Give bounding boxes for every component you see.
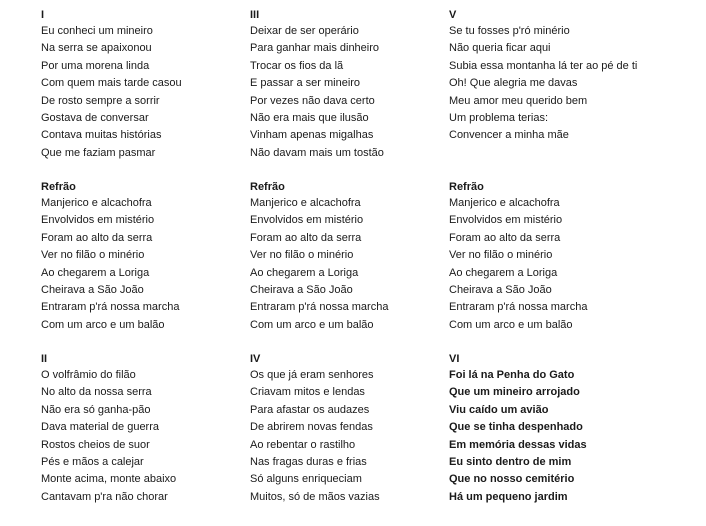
verse-line: Foi lá na Penha do Gato <box>449 369 575 381</box>
column-2 <box>250 7 465 523</box>
verse-block <box>250 351 465 523</box>
refrain-line: Com um arco e um balão <box>449 318 573 331</box>
verse-line: Na serra se apaixonou <box>41 42 152 55</box>
verse-line: Para afastar os audazes <box>250 403 370 416</box>
verse-heading: V <box>449 9 457 21</box>
refrain-line: Ao chegarem a Loriga <box>449 266 558 279</box>
refrain-line: Ao chegarem a Loriga <box>250 266 359 279</box>
refrain-line: Envolvidos em mistério <box>41 214 155 227</box>
column-3 <box>449 7 689 523</box>
refrain-line: Ver no filão o minério <box>41 249 145 262</box>
refrain-line: Foram ao alto da serra <box>41 231 153 244</box>
verse-block <box>41 7 256 179</box>
refrain-line: Manjerico e alcachofra <box>449 197 560 209</box>
refrain-line: Manjerico e alcachofra <box>41 197 152 209</box>
verse-line: Deixar de ser operário <box>250 25 359 37</box>
verse-line: Gostava de conversar <box>41 111 149 124</box>
verse-line: Pés e mãos a calejar <box>41 455 144 468</box>
verse-line: Contava muitas histórias <box>41 129 162 142</box>
refrain-line: Foram ao alto da serra <box>250 231 362 244</box>
verse-heading: II <box>41 353 48 365</box>
verse-line: Em memória dessas vidas <box>449 438 587 451</box>
verse-line: Que um mineiro arrojado <box>449 386 580 399</box>
refrain-heading: Refrão <box>250 181 285 193</box>
verse-block <box>41 351 256 523</box>
verse-line: Só alguns enriqueciam <box>250 473 362 486</box>
verse-line: Que se tinha despenhado <box>449 421 583 434</box>
refrain-line: Envolvidos em mistério <box>250 214 364 227</box>
refrain-line: Entraram p'rá nossa marcha <box>250 301 389 314</box>
refrain-line: Ver no filão o minério <box>250 249 354 262</box>
verse-line: No alto da nossa serra <box>41 386 152 399</box>
refrain-line: Com um arco e um balão <box>250 318 374 331</box>
verse-line: Oh! Que alegria me davas <box>449 77 578 90</box>
verse-line: Dava material de guerra <box>41 421 160 434</box>
verse-heading: I <box>41 9 45 21</box>
refrain-line: Ver no filão o minério <box>449 249 553 262</box>
verse-line: Cantavam p'ra não chorar <box>41 490 168 503</box>
refrain-block <box>41 179 256 351</box>
refrain-block <box>449 179 689 351</box>
verse-line: Não queria ficar aqui <box>449 42 551 55</box>
verse-line: Criavam mitos e lendas <box>250 386 365 399</box>
verse-heading: IV <box>250 353 261 365</box>
refrain-heading: Refrão <box>449 181 484 193</box>
verse-line: Trocar os fios da lã <box>250 59 344 72</box>
verse-line: Não davam mais um tostão <box>250 146 384 159</box>
verse-line: Ao rebentar o rastilho <box>250 438 356 451</box>
verse-line: Vinham apenas migalhas <box>250 129 374 142</box>
verse-block <box>449 351 689 523</box>
verse-line: Para ganhar mais dinheiro <box>250 42 380 55</box>
verse-line: Eu sinto dentro de mim <box>449 455 572 468</box>
verse-line: Rostos cheios de suor <box>41 438 150 451</box>
refrain-line: Com um arco e um balão <box>41 318 165 331</box>
refrain-line: Cheirava a São João <box>41 283 144 296</box>
refrain-line: Envolvidos em mistério <box>449 214 563 227</box>
verse-line: Por uma morena linda <box>41 59 150 72</box>
verse-line: Monte acima, monte abaixo <box>41 473 177 486</box>
verse-line: Subia essa montanha lá ter ao pé de ti <box>449 59 638 72</box>
verse-block <box>449 7 689 179</box>
verse-line: De abrirem novas fendas <box>250 421 373 434</box>
verse-line: Muitos, só de mãos vazias <box>250 490 380 503</box>
verse-line: Não era mais que ilusão <box>250 111 369 124</box>
verse-line: Meu amor meu querido bem <box>449 94 588 107</box>
verse-line: Nas fragas duras e frias <box>250 455 367 468</box>
refrain-block <box>250 179 465 351</box>
verse-line: E passar a ser mineiro <box>250 77 361 90</box>
verse-line: Se tu fosses p'ró minério <box>449 25 570 37</box>
verse-line: Não era só ganha-pão <box>41 403 151 416</box>
verse-line: Um problema terias: <box>449 111 549 124</box>
refrain-line: Entraram p'rá nossa marcha <box>41 301 180 314</box>
verse-heading: VI <box>449 353 460 365</box>
verse-line: Os que já eram senhores <box>250 369 374 381</box>
verse-line: Com quem mais tarde casou <box>41 77 182 90</box>
verse-line: Que no nosso cemitério <box>449 473 575 486</box>
verse-block <box>250 7 465 179</box>
refrain-line: Cheirava a São João <box>250 283 353 296</box>
verse-line: Convencer a minha mãe <box>449 129 569 142</box>
verse-line: Há um pequeno jardim <box>449 490 568 503</box>
verse-line: Por vezes não dava certo <box>250 94 375 107</box>
refrain-line: Foram ao alto da serra <box>449 231 561 244</box>
verse-heading: III <box>250 9 260 21</box>
refrain-line: Manjerico e alcachofra <box>250 197 361 209</box>
refrain-line: Entraram p'rá nossa marcha <box>449 301 588 314</box>
verse-line: O volfrâmio do filão <box>41 369 136 381</box>
verse-line: Que me faziam pasmar <box>41 146 156 159</box>
column-1 <box>41 7 256 523</box>
refrain-line: Ao chegarem a Loriga <box>41 266 150 279</box>
refrain-line: Cheirava a São João <box>449 283 552 296</box>
refrain-heading: Refrão <box>41 181 76 193</box>
verse-line: Eu conheci um mineiro <box>41 25 153 37</box>
verse-line: De rosto sempre a sorrir <box>41 94 160 107</box>
verse-line: Viu caído um avião <box>449 403 549 416</box>
